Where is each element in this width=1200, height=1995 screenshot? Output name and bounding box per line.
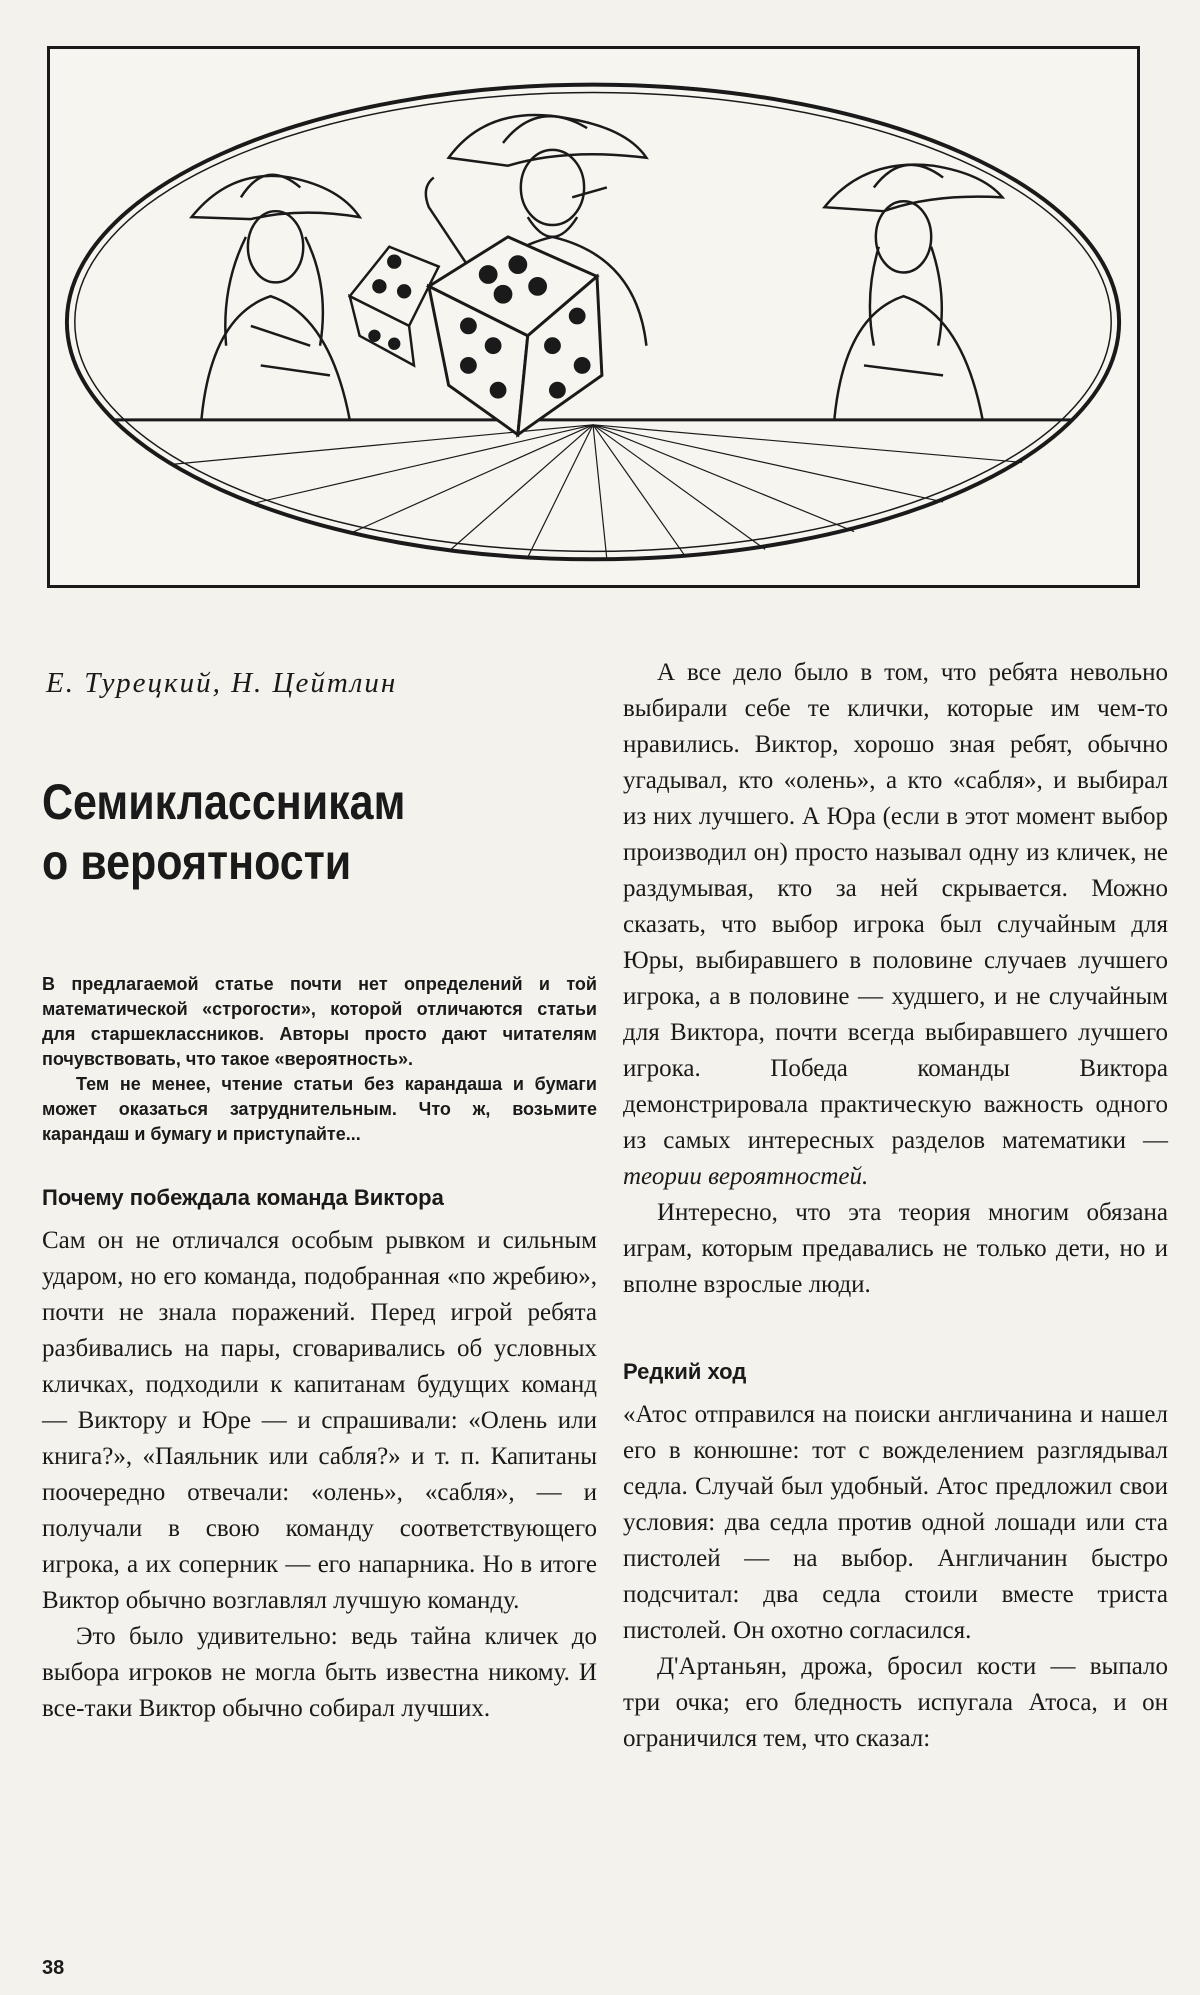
section-heading-2: Редкий ход	[623, 1359, 747, 1384]
body-paragraph: Д'Артаньян, дрожа, бросил кости — выпало три очка; его бледность испугала Атоса, и он ограничился тем, что сказал:	[623, 1653, 1168, 1752]
right-column	[623, 655, 1168, 1757]
body-paragraph: Это было удивительно: ведь тайна кличек до выбора игроков не могла быть известна никому. И все-таки Виктор обычно собирал лучших.	[42, 1623, 597, 1722]
body-paragraph	[623, 655, 1168, 1195]
body-paragraph: «Атос отправился на поиски англичанина и нашел его в конюшне: тот с вожделением разглядывал седла. Случай был удобный. Атос предложил свои условия: два седла против одной лошади или ста пистолей — на выбор. Англичанин быстро подсчитал: два седла стоили вместе триста пистолей. Он охотно согласился.	[623, 1401, 1168, 1644]
intro-paragraph: В предлагаемой статье почти нет определений и той математической «строгости», которой отличаются статьи для старшеклассников. Авторы просто дают читателям почувствовать, что такое «вероятность».	[42, 974, 597, 1069]
illustration-dice-game	[47, 46, 1140, 588]
illustration-svg	[50, 49, 1137, 585]
die-large	[429, 237, 602, 435]
page-number: 38	[42, 1957, 65, 1979]
section-1-continued	[623, 655, 1168, 1303]
die-small	[350, 247, 439, 366]
body-text: А все дело было в том, что ребята невольно выбирали себе те клички, которые им чем-то нравились. Виктор, хорошо зная ребят, обычно угадывал, кто «олень», а кто «сабля», и выбирал из них лучшего. А Юра (если в этот момент выбор производил он) просто называл одну из кличек, не раздумывая, кто за ней скрывается. Можно сказать, что выбор игрока был случайным для Юры, выбиравшего в половине случаев лучшего игрока, а в половине — худшего, и не случайным для Виктора, почти всегда выбиравшего лучшего игрока. Победа команды Виктора демонстрировала практическую важность одного из самых интересных разделов математики —	[623, 659, 1168, 1154]
section-heading-1: Почему побеждала команда Виктора	[42, 1185, 444, 1210]
musketeer-left	[192, 175, 360, 420]
body-paragraph: Интересно, что эта теория многим обязана играм, которым предавались не только дети, но и вполне взрослые люди.	[623, 1199, 1168, 1298]
title-line-1: Семиклассникам	[42, 774, 406, 830]
body-paragraph: Сам он не отличался особым рывком и сильным ударом, но его команда, подобранная «по жребию», почти не знала поражений. Перед игрой ребята разбивались на пары, сговаривались об условных кличках, подходили к капитанам будущих команд — Виктору и Юре — и спрашивали: «Олень или книга?», «Паяльник или сабля?» и т. п. Капитаны поочередно отвечали: «олень», «сабля», — и получали в свою команду соответствующего игрока, а их соперник — его напарника. Но в итоге Виктор обычно возглавлял лучшую команду.	[42, 1227, 597, 1614]
article-authors: Е. Турецкий, Н. Цейтлин	[46, 667, 398, 699]
article-title	[42, 772, 519, 892]
emphasis-text: теории вероятностей.	[623, 1163, 869, 1190]
section-1-body	[42, 1223, 597, 1727]
table-surface	[112, 420, 1071, 559]
section-2-body	[623, 1397, 1168, 1757]
title-line-2: о вероятности	[42, 834, 352, 890]
musketeer-right	[824, 165, 1002, 420]
article-intro	[42, 972, 597, 1147]
intro-paragraph: Тем не менее, чтение статьи без карандаша и бумаги может оказаться затруднительным. Что ж, возьмите карандаш и бумагу и приступайте...	[42, 1074, 597, 1144]
left-column	[42, 655, 597, 1727]
